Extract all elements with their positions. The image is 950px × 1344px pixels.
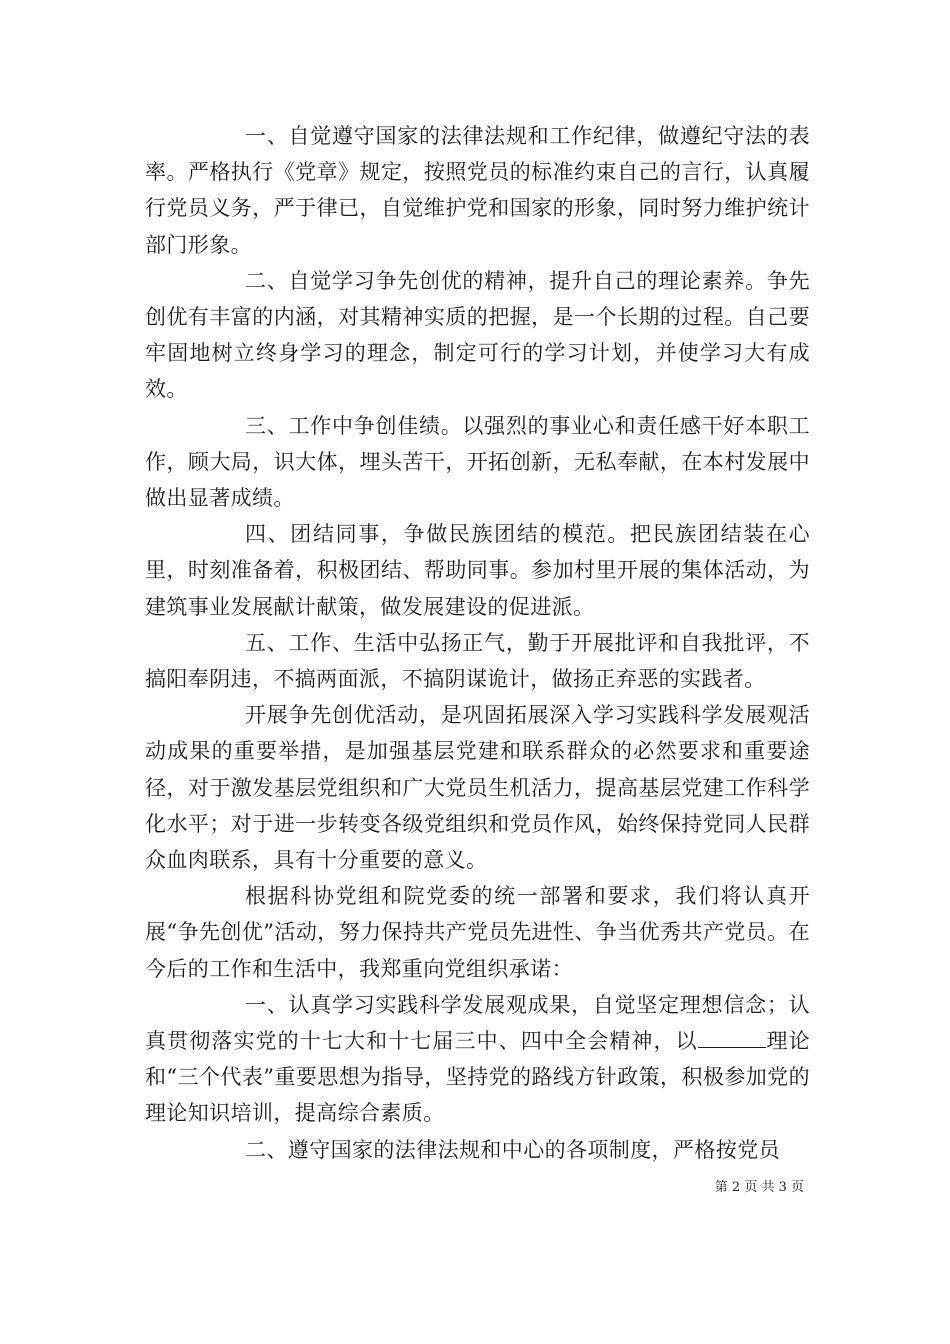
paragraph-8 [145,987,810,1132]
paragraph-2: 二、自觉学习争先创优的精神，提升自己的理论素养。争先创优有丰富的内涵，对其精神实质的把握，是一个长期的过程。自己要牢固地树立终身学习的理念，制定可行的学习计划，并使学习大有成效。 [145,268,810,402]
paragraph-1: 一、自觉遵守国家的法律法规和工作纪律，做遵纪守法的表率。严格执行《党章》规定，按照党员的标准约束自己的言行，认真履行党员义务，严于律已，自觉维护党和国家的形象，同时努力维护统计部门形象。 [145,124,810,257]
paragraph-8-part-1: 一、认真学习实践科学发展观成果，自觉坚定理想信念；认真贯彻落实党的十七大和十七届三中、四中全会精神，以 [145,992,810,1054]
paragraph-8-part-2: 理论和“三个代表”重要思想为指导，坚持党的路线方针政策，积极参加党的理论知识培训，提高综合素质。 [145,1029,810,1126]
paragraph-3: 三、工作中争创佳绩。以强烈的事业心和责任感干好本职工作，顾大局，识大体，埋头苦干，开拓创新，无私奉献，在本村发展中做出显著成绩。 [145,413,810,511]
page-number: 第 2 页 共 3 页 [714,1180,804,1195]
fill-in-blank [698,1027,766,1048]
document-body [145,118,810,1168]
paragraph-5: 五、工作、生活中弘扬正气，勤于开展批评和自我批评，不搞阳奉阴违，不搞两面派，不搞阴谋诡计，做扬正弃恶的实践者。 [145,630,810,692]
paragraph-4: 四、团结同事，争做民族团结的模范。把民族团结装在心里，时刻准备着，积极团结、帮助同事。参加村里开展的集体活动，为建筑事业发展献计献策，做发展建设的促进派。 [145,522,810,619]
paragraph-9: 二、遵守国家的法律法规和中心的各项制度，严格按党员 [245,1137,780,1162]
paragraph-6: 开展争先创优活动，是巩固拓展深入学习实践科学发展观活动成果的重要举措，是加强基层党建和联系群众的必然要求和重要途径，对于激发基层党组织和广大党员生机活力，提高基层党建工作科学化水平；对于进一步转变各级党组织和党员作风，始终保持党同人民群众血肉联系，具有十分重要的意义。 [145,703,810,873]
paragraph-7: 根据科协党组和院党委的统一部署和要求，我们将认真开展“争先创优”活动，努力保持共产党员先进性、争当优秀共产党员。在今后的工作和生活中，我郑重向党组织承诺： [145,884,810,981]
